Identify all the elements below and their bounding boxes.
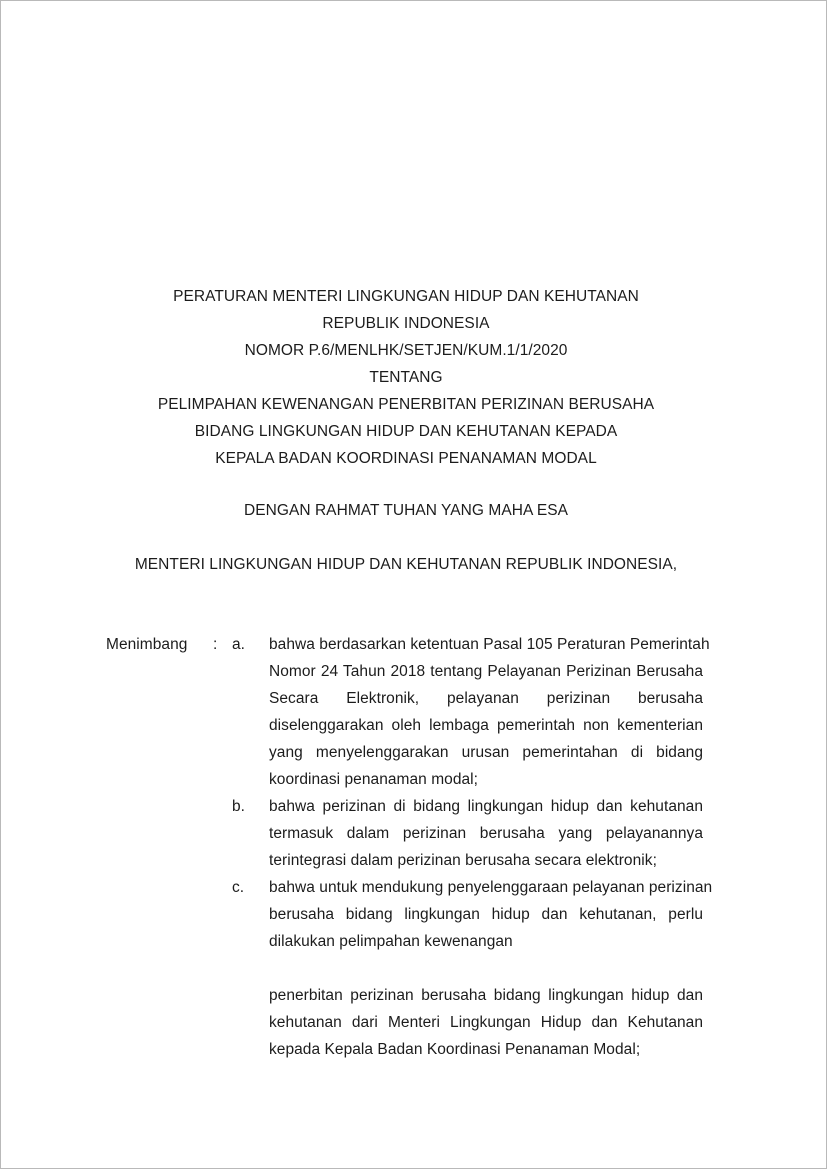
text-line: bahwa berdasarkan ketentuan Pasal 105 Peraturan Pemerintah bbox=[269, 636, 710, 653]
regulation-title bbox=[1, 283, 811, 472]
title-line: KEPALA BADAN KOORDINASI PENANAMAN MODAL bbox=[215, 450, 597, 467]
text-line: kepada Kepala Badan Koordinasi Penanaman Modal; bbox=[269, 1041, 641, 1058]
text-line: penerbitan perizinan berusaha bidang lingkungan hidup dan bbox=[269, 987, 703, 1004]
considering-item-a bbox=[269, 631, 710, 793]
item-marker-c: c. bbox=[232, 879, 245, 896]
text-line: terintegrasi dalam perizinan berusaha secara elektronik; bbox=[269, 852, 657, 869]
title-line: PERATURAN MENTERI LINGKUNGAN HIDUP DAN KEHUTANAN bbox=[173, 288, 639, 305]
text-line: dilakukan pelimpahan kewenangan bbox=[269, 933, 513, 950]
text-line: termasuk dalam perizinan berusaha yang pelayanannya bbox=[269, 825, 703, 842]
text-line: bahwa perizinan di bidang lingkungan hidup dan kehutanan bbox=[269, 798, 703, 815]
text-line: yang menyelenggarakan urusan pemerintahan di bidang bbox=[269, 744, 703, 761]
considering-item-c bbox=[269, 874, 713, 955]
text-line: Secara Elektronik, pelayanan perizinan berusaha bbox=[269, 690, 703, 707]
considering-item-b bbox=[269, 793, 703, 874]
considering-label: Menimbang bbox=[106, 636, 188, 653]
text-line: koordinasi penanaman modal; bbox=[269, 771, 479, 788]
item-marker-a: a. bbox=[232, 636, 246, 653]
considering-colon: : bbox=[213, 636, 218, 653]
text-line: bahwa untuk mendukung penyelenggaraan pelayanan perizinan bbox=[269, 879, 713, 896]
regulation-number: NOMOR P.6/MENLHK/SETJEN/KUM.1/1/2020 bbox=[244, 342, 568, 359]
item-marker-b: b. bbox=[232, 798, 246, 815]
text-line: berusaha bidang lingkungan hidup dan kehutanan, perlu bbox=[269, 906, 703, 923]
title-line: BIDANG LINGKUNGAN HIDUP DAN KEHUTANAN KEPADA bbox=[194, 423, 618, 440]
text-line: kehutanan dari Menteri Lingkungan Hidup dan Kehutanan bbox=[269, 1014, 703, 1031]
text-line: Nomor 24 Tahun 2018 tentang Pelayanan Perizinan Berusaha bbox=[269, 663, 703, 680]
title-line: TENTANG bbox=[369, 369, 443, 386]
considering-item-c-continuation bbox=[269, 982, 703, 1063]
issuer-line: MENTERI LINGKUNGAN HIDUP DAN KEHUTANAN REPUBLIK INDONESIA, bbox=[134, 556, 678, 573]
title-line: REPUBLIK INDONESIA bbox=[322, 315, 490, 332]
text-line: diselenggarakan oleh lembaga pemerintah non kementerian bbox=[269, 717, 703, 734]
title-line: PELIMPAHAN KEWENANGAN PENERBITAN PERIZINAN BERUSAHA bbox=[157, 396, 655, 413]
invocation-line: DENGAN RAHMAT TUHAN YANG MAHA ESA bbox=[243, 502, 569, 519]
